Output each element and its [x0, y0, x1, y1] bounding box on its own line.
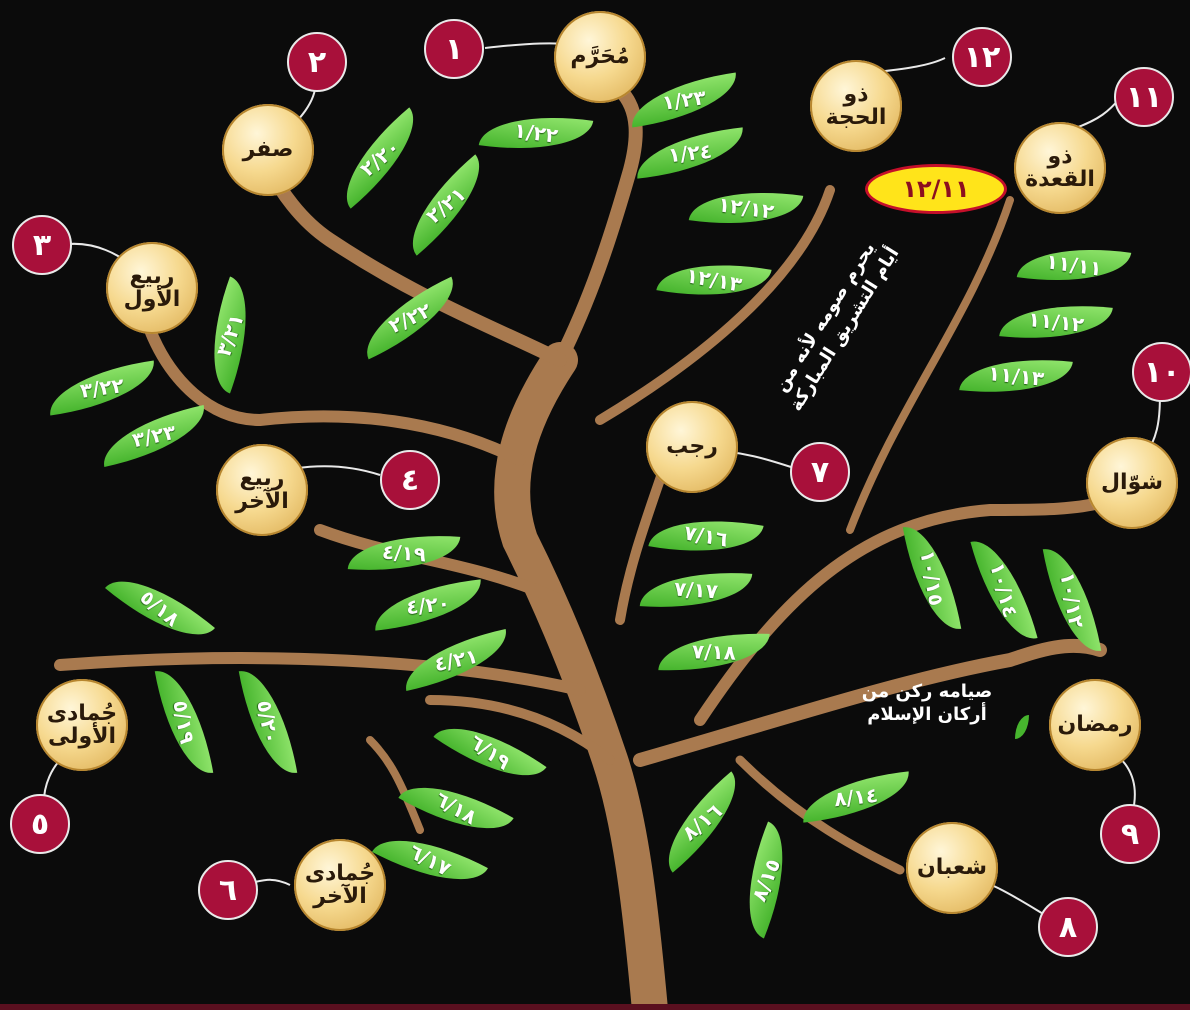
date-leaf: ٤/١٩: [348, 529, 461, 577]
bottom-bar: [0, 1004, 1190, 1010]
month-jumada-al-akhirah: جُمادى الآخر: [294, 839, 386, 931]
date-leaf: ٢/٢١: [391, 154, 501, 255]
month-number-badge: ١١: [1114, 67, 1174, 127]
month-number-badge: ٦: [198, 860, 258, 920]
month-jumada-al-ula: جُمادى الأولى: [36, 679, 128, 771]
date-leaf: ٣/٢٢: [45, 361, 159, 416]
ramadan-note: صيامه ركن من أركان الإسلام: [861, 681, 993, 726]
dhul-hijjah-note: يحرم صومه لأنه من أيام التشريق المباركة: [770, 238, 904, 416]
month-rabi-al-akhir: ربيع الآخر: [216, 444, 308, 536]
month-rajab: رجب: [646, 401, 738, 493]
date-leaf: ١٠/١٥: [903, 520, 961, 635]
month-ramadan: رمضان: [1049, 679, 1141, 771]
date-leaf: ٨/١٥: [727, 822, 805, 939]
date-leaf: ٥/١٩: [155, 664, 213, 779]
date-leaf: ٤/٢١: [398, 629, 514, 691]
month-shawwal: شوّال: [1086, 437, 1178, 529]
month-number-badge: ١٠: [1132, 342, 1190, 402]
date-leaf: ١/٢٤: [633, 127, 747, 178]
date-leaf: ٨/١٤: [799, 771, 913, 822]
month-number-badge: ٤: [380, 450, 440, 510]
month-number-badge: ٢: [287, 32, 347, 92]
date-leaf: ٦/١٨: [398, 763, 513, 853]
month-safar: صفر: [222, 104, 314, 196]
month-muharram: مُحَرَّم: [554, 11, 646, 103]
month-number-badge: ٣: [12, 215, 72, 275]
date-leaf: ٧/١٦: [648, 507, 763, 565]
month-number-badge: ٩: [1100, 804, 1160, 864]
month-number-badge: ٨: [1038, 897, 1098, 957]
date-leaf: ٧/١٨: [658, 630, 769, 674]
month-dhul-hijjah: ذو الحجة: [810, 60, 902, 152]
month-number-badge: ٧: [790, 442, 850, 502]
date-leaf: ٨/١٦: [647, 771, 757, 872]
date-leaf: ١١/١١: [1017, 238, 1131, 293]
month-shaban: شعبان: [906, 822, 998, 914]
month-rabi-al-awwal: ربيع الأول: [106, 242, 198, 334]
date-leaf: ٤/٢٠: [371, 579, 485, 630]
date-leaf: ٣/٢٣: [96, 405, 212, 467]
month-number-badge: ١: [424, 19, 484, 79]
date-leaf: ٥/٢٠: [239, 664, 297, 779]
month-number-badge: ١٢: [952, 27, 1012, 87]
date-leaf: ١٢/١٢: [689, 181, 803, 236]
date-leaf: ٢/٢٠: [325, 107, 435, 208]
month-number-badge: ٥: [10, 794, 70, 854]
date-leaf: ٦/١٧: [372, 817, 488, 904]
date-leaf: ٥/١٨: [105, 557, 215, 658]
date-leaf: ٧/١٧: [640, 566, 753, 614]
date-leaf: ١٠/١٢: [1043, 542, 1101, 657]
date-leaf: ١٠/١٤: [970, 532, 1037, 649]
month-dhul-qadah: ذو القعدة: [1014, 122, 1106, 214]
date-leaf: ١٢/١٣: [656, 251, 771, 309]
date-leaf: ١/٢٣: [627, 73, 741, 128]
date-leaf: ١١/١٣: [959, 350, 1073, 401]
highlight-date-badge: ١٢/١١: [865, 164, 1007, 214]
date-leaf: ١/٢٢: [479, 106, 593, 161]
date-leaf: ٦/١٩: [433, 704, 546, 800]
date-leaf: ١١/١٢: [999, 296, 1113, 347]
date-leaf: ٣/٢١: [192, 276, 267, 393]
date-leaf: ٢/٢٢: [352, 277, 469, 360]
